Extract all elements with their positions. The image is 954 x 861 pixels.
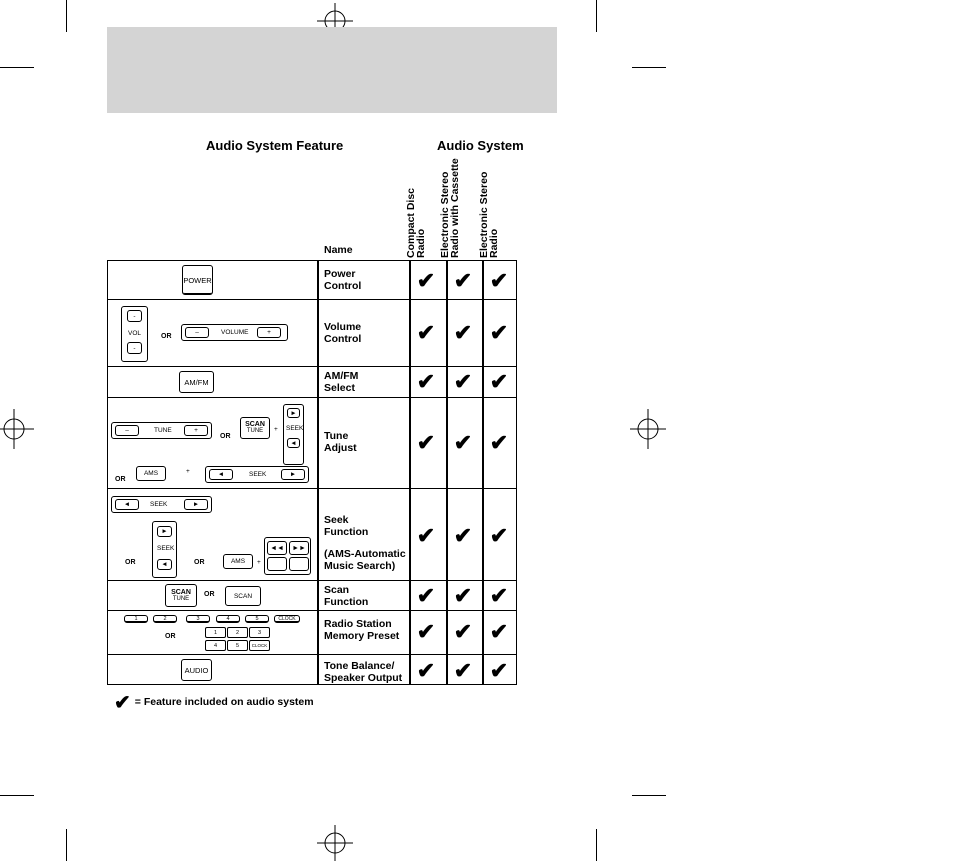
seek-label: SEEK (249, 471, 267, 478)
plus-label: + (257, 559, 261, 566)
audio-button[interactable]: AUDIO (181, 659, 212, 681)
rewind-lower-button[interactable] (267, 557, 287, 571)
preset-2-button[interactable]: 2 (153, 615, 177, 623)
check-mark-icon: ✔ (416, 523, 436, 548)
table-row-tune (108, 397, 516, 488)
ams-button[interactable]: AMS (223, 554, 253, 569)
check-mark-icon: ✔ (453, 320, 473, 345)
column-header-cd-radio: Compact Disc Radio (405, 187, 427, 258)
crop-mark (596, 0, 597, 32)
check-mark-icon: ✔ (416, 320, 436, 345)
table-row-amfm (108, 366, 516, 397)
row-name: Tone Balance/ Speaker Output (324, 660, 403, 684)
volume-label: VOLUME (221, 329, 249, 336)
registration-mark-icon (630, 409, 670, 449)
vol-label: VOL (128, 330, 142, 337)
table-row-scan (108, 580, 516, 610)
check-mark-icon: ✔ (416, 430, 436, 455)
preset-5-button[interactable]: 5 (227, 640, 248, 651)
or-label: OR (125, 559, 136, 566)
check-mark-icon: ✔ (453, 523, 473, 548)
legend-text: = Feature included on audio system (134, 696, 314, 708)
table-row-power (108, 261, 516, 299)
seek-up-button[interactable]: ► (287, 408, 300, 418)
preset-4-button[interactable]: 4 (205, 640, 226, 651)
or-label: OR (204, 591, 215, 598)
scan-label: SCAN (171, 588, 191, 596)
crop-mark (632, 67, 666, 68)
rewind-button[interactable]: ◄◄ (267, 541, 287, 555)
seek-back-button[interactable]: ◄ (209, 469, 233, 480)
plus-label: + (186, 468, 190, 475)
crop-mark (66, 0, 67, 32)
check-mark-icon: ✔ (489, 369, 509, 394)
header-band (107, 27, 557, 113)
check-mark-icon: ✔ (416, 369, 436, 394)
preset-1-button[interactable]: 1 (205, 627, 226, 638)
check-mark-icon: ✔ (416, 658, 436, 683)
seek-label: SEEK (157, 545, 175, 552)
tune-label: TUNE (154, 427, 172, 434)
row-name: Radio Station Memory Preset (324, 618, 400, 642)
check-mark-icon: ✔ (453, 268, 473, 293)
check-mark-icon: ✔ (489, 430, 509, 455)
check-mark-icon: ✔ (453, 369, 473, 394)
scan-tune-button[interactable] (240, 417, 270, 439)
name-header: Name (324, 244, 353, 256)
tune-sub-label: TUNE (172, 595, 190, 602)
check-mark-icon: ✔ (489, 268, 509, 293)
check-mark-icon: ✔ (489, 320, 509, 345)
seek-down-button[interactable]: ◄ (157, 559, 172, 570)
volume-down-button[interactable]: – (185, 327, 209, 338)
check-mark-icon: ✔ (453, 430, 473, 455)
check-mark-icon: ✔ (489, 523, 509, 548)
scan-button[interactable]: SCAN (225, 586, 261, 606)
plus-label: + (274, 426, 278, 433)
column-header-stereo-radio: Electronic Stereo Radio (478, 171, 500, 258)
check-mark-icon: ✔ (416, 619, 436, 644)
crop-mark (0, 795, 34, 796)
ams-button[interactable]: AMS (136, 466, 166, 481)
preset-4-button[interactable]: 4 (216, 615, 240, 623)
amfm-button[interactable]: AM/FM (179, 371, 214, 393)
seek-forward-button[interactable]: ► (281, 469, 305, 480)
seek-label: SEEK (150, 501, 168, 508)
seek-forward-button[interactable]: ► (184, 499, 208, 510)
scan-tune-button[interactable] (165, 584, 197, 607)
check-mark-icon: ✔ (489, 658, 509, 683)
table-row-seek (108, 488, 516, 580)
row-name: AM/FM Select (324, 370, 359, 394)
row-name: Tune Adjust (324, 430, 357, 454)
or-label: OR (194, 559, 205, 566)
table-row-tone (108, 654, 516, 685)
row-name: Seek Function (AMS-Automatic Music Search) (324, 514, 406, 572)
tune-up-button[interactable]: + (184, 425, 208, 436)
or-label: OR (220, 433, 231, 440)
volume-up-button[interactable]: + (257, 327, 281, 338)
power-button[interactable]: POWER (182, 265, 213, 295)
column-header-cassette-radio: Electronic Stereo Radio with Cassette (439, 158, 461, 258)
crop-mark (0, 67, 34, 68)
clock-button[interactable]: CLOCK (249, 640, 270, 651)
preset-3-button[interactable]: 3 (186, 615, 210, 623)
check-mark-icon: ✔ (453, 619, 473, 644)
vol-down-button[interactable]: - (127, 342, 142, 354)
ffwd-button[interactable]: ►► (289, 541, 309, 555)
check-mark-icon: ✔ (416, 583, 436, 608)
crop-mark (596, 829, 597, 861)
preset-3-button[interactable]: 3 (249, 627, 270, 638)
check-mark-icon: ✔ (489, 583, 509, 608)
check-mark-icon: ✔ (416, 268, 436, 293)
seek-down-button[interactable]: ◄ (287, 438, 300, 448)
preset-2-button[interactable]: 2 (227, 627, 248, 638)
seek-back-button[interactable]: ◄ (115, 499, 139, 510)
system-header: Audio System (437, 138, 524, 153)
table-row-memory-preset (108, 610, 516, 654)
or-label: OR (161, 333, 172, 340)
feature-table (107, 260, 517, 685)
preset-1-button[interactable]: 1 (124, 615, 148, 623)
row-name: Scan Function (324, 584, 369, 608)
row-name: Power Control (324, 268, 362, 292)
crop-mark (632, 795, 666, 796)
check-mark-icon: ✔ (453, 658, 473, 683)
tune-sub-label: TUNE (246, 428, 264, 434)
check-mark-icon: ✔ (489, 619, 509, 644)
preset-5-button[interactable]: 5 (245, 615, 269, 623)
clock-button[interactable]: CLOCK (274, 615, 300, 623)
ffwd-lower-button[interactable] (289, 557, 309, 571)
crop-mark (66, 829, 67, 861)
legend-footnote (114, 690, 314, 715)
seek-up-button[interactable]: ► (157, 526, 172, 537)
vol-up-button[interactable]: - (127, 310, 142, 322)
scan-label: SCAN (245, 421, 265, 428)
table-row-volume (108, 299, 516, 366)
row-name: Volume Control (324, 321, 362, 345)
or-label: OR (165, 633, 176, 640)
check-mark-icon: ✔ (114, 692, 131, 714)
registration-mark-icon (0, 409, 40, 449)
registration-mark-icon (317, 825, 353, 861)
or-label: OR (115, 476, 126, 483)
check-mark-icon: ✔ (453, 583, 473, 608)
tune-down-button[interactable]: – (115, 425, 139, 436)
seek-label: SEEK (286, 425, 304, 432)
feature-header: Audio System Feature (206, 138, 344, 153)
